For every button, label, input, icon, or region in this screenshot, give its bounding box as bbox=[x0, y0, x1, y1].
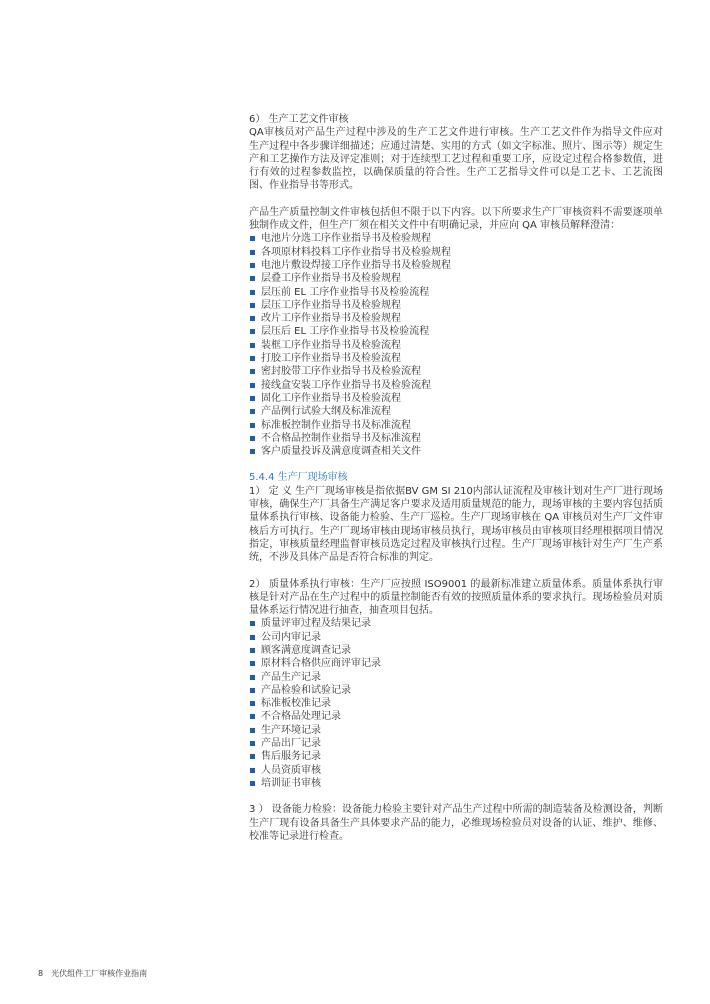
bullet-icon bbox=[250, 316, 255, 321]
list-item bbox=[249, 724, 663, 737]
list-item-text: 密封胶带工序作业指导书及检验流程 bbox=[261, 366, 421, 378]
subsection-heading: 5.4.4 生产厂现场审核 bbox=[249, 472, 348, 484]
list-item-text: 电池片敷设焊接工序作业指导书及检验规程 bbox=[261, 259, 451, 271]
list-item bbox=[249, 445, 663, 458]
list-item-text: 生产环境记录 bbox=[261, 724, 321, 736]
list-item-text: 层叠工序作业指导书及检验规程 bbox=[261, 273, 401, 285]
list-item bbox=[249, 339, 663, 352]
section-onsite-audit bbox=[249, 471, 663, 564]
list-item bbox=[249, 419, 663, 432]
list-item-text: 装框工序作业指导书及检验流程 bbox=[261, 339, 401, 351]
list-item-text: 打胶工序作业指导书及检验流程 bbox=[261, 353, 401, 365]
paragraph: 2） 质量体系执行审核：生产厂应按照 ISO9001 的最新标准建立质量体系。质量体系执行审核是针对产品在生产过程中的质量控制能否有效的按照质量体系的要求执行。现场检验员对质量体系运行情况进行抽查，抽查项目包括。 bbox=[249, 578, 663, 617]
bullet-list bbox=[249, 617, 663, 790]
list-item-text: 改片工序作业指导书及检验规程 bbox=[261, 313, 401, 325]
page-content bbox=[249, 113, 663, 843]
paragraph: 产品生产质量控制文件审核包括但不限于以下内容。以下所要求生产厂审核资料不需要逐项单独制作成文件，但生产厂须在相关文件中有明确记录，并应向 QA 审核员解释澄清： bbox=[249, 206, 663, 232]
bullet-icon bbox=[250, 356, 255, 361]
bullet-icon bbox=[250, 741, 255, 746]
bullet-list bbox=[249, 232, 663, 458]
list-item bbox=[249, 750, 663, 763]
section-heading: 6） 生产工艺文件审核 bbox=[249, 114, 349, 125]
bullet-icon bbox=[250, 276, 255, 281]
bullet-icon bbox=[250, 383, 255, 388]
list-item bbox=[249, 259, 663, 272]
list-item-text: 标准板校准记录 bbox=[261, 698, 331, 710]
list-item-text: 顾客满意度调查记录 bbox=[261, 644, 351, 656]
list-item bbox=[249, 697, 663, 710]
list-item bbox=[249, 777, 663, 790]
list-item-text: 人员资质审核 bbox=[261, 764, 321, 776]
bullet-icon bbox=[250, 675, 255, 680]
bullet-icon bbox=[250, 648, 255, 653]
list-item bbox=[249, 232, 663, 245]
list-item-text: 标准板控制作业指导书及标准流程 bbox=[261, 419, 411, 431]
bullet-icon bbox=[250, 423, 255, 428]
list-item bbox=[249, 432, 663, 445]
page-footer bbox=[38, 968, 147, 979]
list-item-text: 原材料合格供应商评审记录 bbox=[261, 658, 381, 670]
bullet-icon bbox=[250, 621, 255, 626]
list-item bbox=[249, 617, 663, 630]
document-title: 光伏组件工厂审核作业指南 bbox=[51, 969, 148, 978]
bullet-icon bbox=[250, 714, 255, 719]
list-item bbox=[249, 299, 663, 312]
page-number: 8 bbox=[38, 969, 44, 978]
list-item-text: 培训证书审核 bbox=[261, 777, 321, 789]
list-item bbox=[249, 286, 663, 299]
bullet-icon bbox=[250, 661, 255, 666]
list-item bbox=[249, 671, 663, 684]
list-item bbox=[249, 737, 663, 750]
section-quality-system bbox=[249, 578, 663, 791]
list-item-text: 产品出厂记录 bbox=[261, 738, 321, 750]
list-item-text: 接线盒安装工序作业指导书及检验流程 bbox=[261, 379, 431, 391]
bullet-icon bbox=[250, 701, 255, 706]
list-item bbox=[249, 644, 663, 657]
list-item-text: 层压后 EL 工序作业指导书及检验流程 bbox=[261, 326, 430, 338]
list-item-text: 质量评审过程及结果记录 bbox=[261, 618, 371, 630]
list-item bbox=[249, 246, 663, 259]
list-item bbox=[249, 392, 663, 405]
bullet-icon bbox=[250, 728, 255, 733]
list-item-text: 层压前 EL 工序作业指导书及检验流程 bbox=[261, 286, 430, 298]
bullet-icon bbox=[250, 754, 255, 759]
paragraph: 3 ） 设备能力检验：设备能力检验主要针对产品生产过程中所需的制造装备及检测设备，判断生产厂现有设备具备生产具体要求产品的能力，必维现场检验员对设备的认证、维护、维修、校准等记录进行检查。 bbox=[249, 804, 663, 842]
bullet-icon bbox=[250, 768, 255, 773]
list-item bbox=[249, 352, 663, 365]
bullet-icon bbox=[250, 329, 255, 334]
list-item bbox=[249, 365, 663, 378]
bullet-icon bbox=[250, 263, 255, 268]
bullet-icon bbox=[250, 369, 255, 374]
bullet-icon bbox=[250, 290, 255, 295]
list-item-text: 售后服务记录 bbox=[261, 751, 321, 763]
section-equipment bbox=[249, 803, 663, 843]
list-item bbox=[249, 710, 663, 723]
list-item-text: 层压工序作业指导书及检验规程 bbox=[261, 299, 401, 311]
bullet-icon bbox=[250, 449, 255, 454]
list-item bbox=[249, 631, 663, 644]
bullet-icon bbox=[250, 635, 255, 640]
section-process-docs bbox=[249, 113, 663, 193]
section-quality-docs bbox=[249, 206, 663, 459]
list-item bbox=[249, 405, 663, 418]
list-item bbox=[249, 325, 663, 338]
bullet-icon bbox=[250, 250, 255, 255]
list-item bbox=[249, 764, 663, 777]
list-item bbox=[249, 684, 663, 697]
list-item-text: 产品例行试验大纲及标准流程 bbox=[261, 406, 391, 418]
list-item-text: 各项原材料投料工序作业指导书及检验规程 bbox=[261, 246, 451, 258]
list-item bbox=[249, 657, 663, 670]
list-item bbox=[249, 312, 663, 325]
list-item-text: 电池片分选工序作业指导书及检验规程 bbox=[261, 233, 431, 245]
paragraph: 1） 定 义 生产厂现场审核是指依据BV GM SI 210内部认证流程及审核计划对生产厂进行现场审核，确保生产厂具备生产满足客户要求及适用质量规范的能力，现场审核的主要内容包括质量体系执行审核、设备能力检验、生产厂巡检。生产厂现场审核在 QA 审核员对生产厂文件审核后方可执行。生产厂现场审核由现场审核员执行，现场审核员由审核项目经理根据项目情况指定，审核质量经理监督审核员选定过程及审核执行过程。生产厂现场审核针对生产厂生产系统，不涉及具体产品是否符合标准的判定。 bbox=[249, 485, 663, 564]
list-item-text: 公司内审记录 bbox=[261, 631, 321, 643]
bullet-icon bbox=[250, 396, 255, 401]
list-item bbox=[249, 272, 663, 285]
bullet-icon bbox=[250, 688, 255, 693]
bullet-icon bbox=[250, 436, 255, 441]
bullet-icon bbox=[250, 409, 255, 414]
list-item bbox=[249, 379, 663, 392]
list-item-text: 不合格品控制作业指导书及标准流程 bbox=[261, 432, 421, 444]
paragraph: QA审核员对产品生产过程中涉及的生产工艺文件进行审核。生产工艺文件作为指导文件应对生产过程中各步骤详细描述；应通过清楚、实用的方式（如文字标准、照片、图示等）规定生产和工艺操作方法及评定准则；对于连续型工艺过程和重要工序，应设定过程合格参数值，进行有效的过程参数监控，以确保质量的符合性。生产工艺指导文件可以是工艺卡、工艺流图图、作业指导书等形式。 bbox=[249, 127, 663, 192]
bullet-icon bbox=[250, 236, 255, 241]
list-item-text: 产品检验和试验记录 bbox=[261, 684, 351, 696]
bullet-icon bbox=[250, 343, 255, 348]
bullet-icon bbox=[250, 781, 255, 786]
bullet-icon bbox=[250, 303, 255, 308]
list-item-text: 固化工序作业指导书及检验流程 bbox=[261, 392, 401, 404]
list-item-text: 产品生产记录 bbox=[261, 671, 321, 683]
list-item-text: 客户质量投诉及满意度调查相关文件 bbox=[261, 446, 421, 458]
list-item-text: 不合格品处理记录 bbox=[261, 711, 341, 723]
